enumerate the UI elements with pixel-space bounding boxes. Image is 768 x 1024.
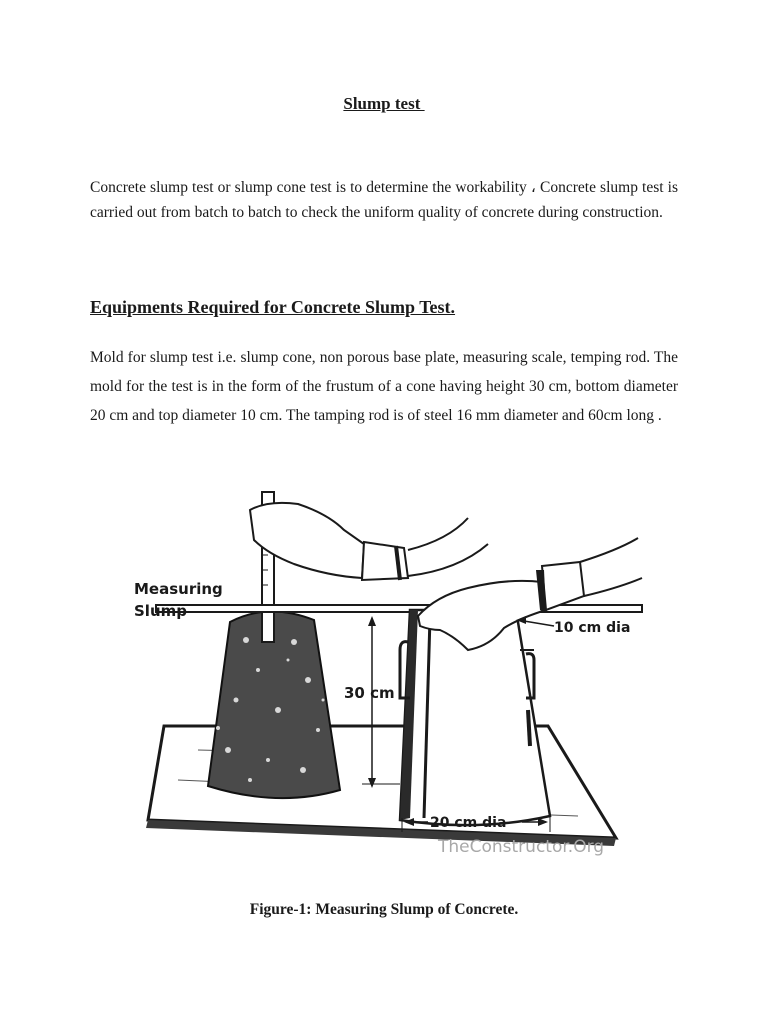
height-label: 30 cm <box>344 684 395 702</box>
figure-caption: Figure-1: Measuring Slump of Concrete. <box>249 901 519 918</box>
bottom-diameter-label: 20 cm dia <box>430 815 507 831</box>
watermark: TheConstructor.Org <box>438 837 605 857</box>
intro-paragraph: Concrete slump test or slump cone test is to determine the workability ، Concrete slump test is carried out from batch to batch to check the uniform quality of concrete during construction. <box>90 179 678 221</box>
equipment-paragraph: Mold for slump test i.e. slump cone, non porous base plate, measuring scale, temping rod. The mold for the test is in the form of the frustum of a cone having height 30 cm, bottom diameter 20 cm and top diameter 10 cm. The tamping rod is of steel 16 mm diameter and 60cm long . <box>90 349 678 424</box>
page-title: Slump test <box>343 94 425 113</box>
slump-test-figure <box>118 470 670 882</box>
section-heading: Equipments Required for Concrete Slump Test. <box>90 297 456 317</box>
measuring-label-line2: Slump <box>134 602 187 620</box>
measuring-label-line1: Measuring <box>134 580 223 598</box>
slump-test-illustration <box>118 470 670 882</box>
straight-edge-rod <box>156 605 642 612</box>
top-diameter-label: 10 cm dia <box>554 620 631 636</box>
